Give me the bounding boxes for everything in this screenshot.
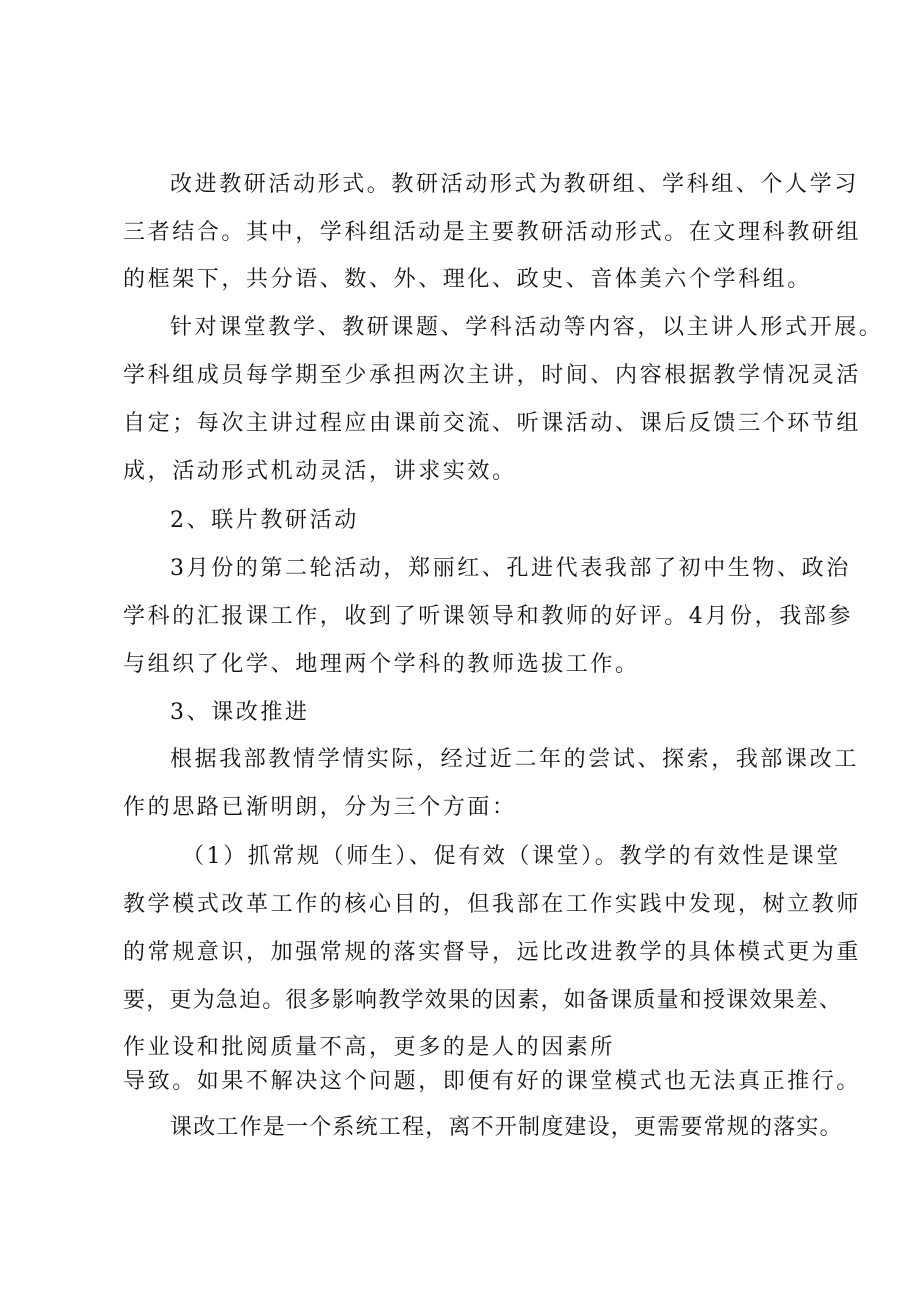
paragraph-line: 的常规意识，加强常规的落实督导，远比改进教学的具体模式更为重 (123, 940, 862, 965)
paragraph-line: 学科的汇报课工作，收到了听课领导和教师的好评。4月份，我部参 (123, 604, 853, 629)
section-heading: 2、联片教研活动 (170, 508, 359, 533)
paragraph-line: 作业设和批阅质量不高，更多的是人的因素所 (123, 1035, 616, 1060)
paragraph-line: 教学模式改革工作的核心目的，但我部在工作实践中发现，树立教师 (123, 892, 862, 917)
paragraph-line: 针对课堂教学、教研课题、学科活动等内容，以主讲人形式开展。 (170, 315, 884, 340)
paragraph-line: 自定；每次主讲过程应由课前交流、听课活动、课后反馈三个环节组 (123, 411, 862, 436)
paragraph-line: 作的思路已渐明朗，分为三个方面： (123, 795, 517, 820)
paragraph-line: （1）抓常规（师生）、促有效（课堂）。教学的有效性是课堂 (182, 844, 841, 869)
paragraph-line: 三者结合。其中，学科组活动是主要教研活动形式。在文理科教研组 (123, 220, 862, 245)
paragraph-line: 学科组成员每学期至少承担两次主讲，时间、内容根据教学情况灵活 (123, 363, 862, 388)
paragraph-line: 3月份的第二轮活动，郑丽红、孔进代表我部了初中生物、政治 (170, 556, 851, 581)
section-heading: 3、课改推进 (170, 700, 310, 725)
paragraph-line: 成，活动形式机动灵活，讲求实效。 (123, 459, 517, 484)
paragraph-line: 根据我部教情学情实际，经过近二年的尝试、探索，我部课改工 (170, 747, 859, 772)
paragraph-line: 要，更为急迫。很多影响教学效果的因素，如备课质量和授课效果差、 (123, 988, 843, 1013)
paragraph-line: 的框架下，共分语、数、外、理化、政史、音体美六个学科组。 (123, 267, 812, 292)
paragraph-line: 导致。如果不解决这个问题，即便有好的课堂模式也无法真正推行。 (123, 1069, 862, 1094)
paragraph-line: 改进教研活动形式。教研活动形式为教研组、学科组、个人学习 (170, 172, 859, 197)
paragraph-line: 课改工作是一个系统工程，离不开制度建设，更需要常规的落实。 (170, 1115, 843, 1140)
paragraph-line: 与组织了化学、地理两个学科的教师选拔工作。 (123, 652, 640, 677)
